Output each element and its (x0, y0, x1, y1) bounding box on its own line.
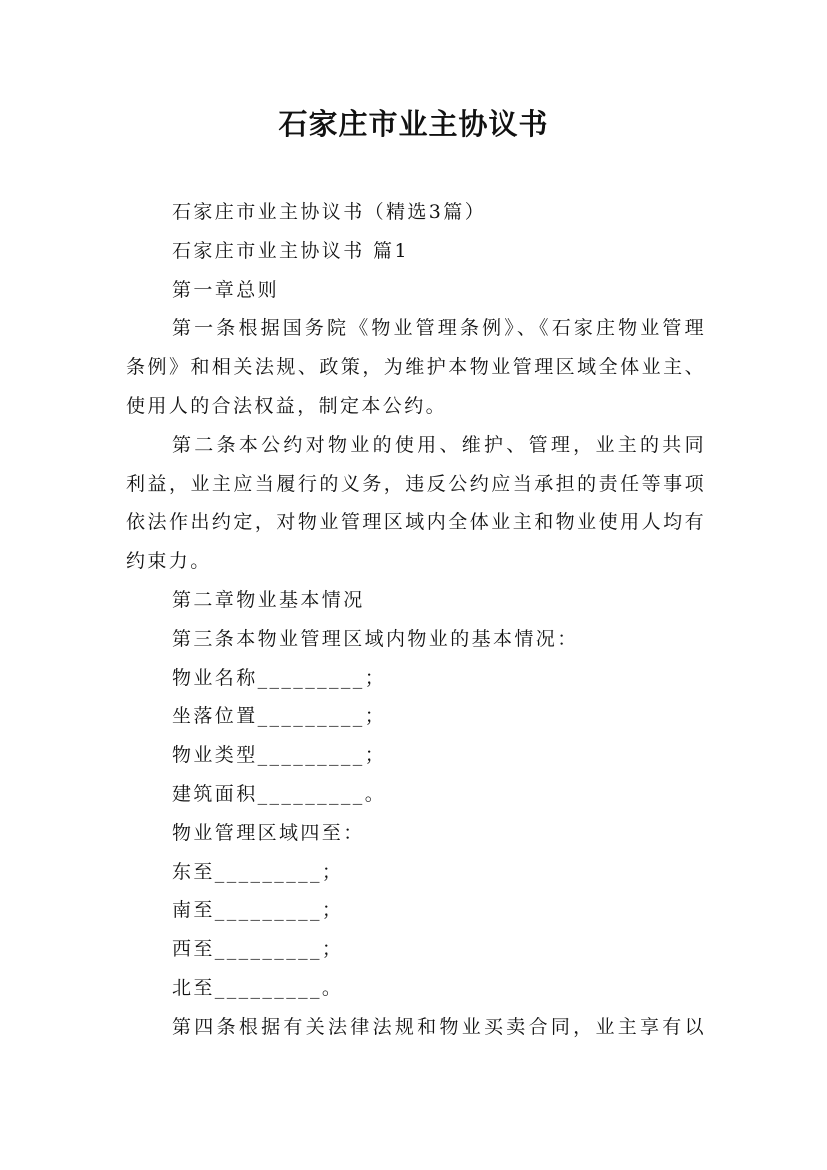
paragraph-chapter-2: 第二章物业基本情况 (172, 588, 365, 611)
field-building-area: 建筑面积_________。 (172, 782, 387, 805)
paragraph-section-heading: 石家庄市业主协议书 篇1 (172, 239, 409, 262)
field-east-boundary: 东至_________； (172, 860, 344, 883)
field-south-boundary: 南至_________； (172, 899, 344, 922)
paragraph-article-1: 第一条根据国务院《物业管理条例》、《石家庄物业管理条例》和相关法规、政策，为维护本物业管理区域全体业主、使用人的合法权益，制定本公约。 (126, 317, 706, 417)
paragraph-article-4: 第四条根据有关法律法规和物业买卖合同，业主享有以 (172, 1015, 706, 1038)
field-property-name: 物业名称_________； (172, 666, 387, 689)
document-title: 石家庄市业主协议书 (278, 107, 549, 141)
field-location: 坐落位置_________； (172, 705, 387, 728)
field-property-type: 物业类型_________； (172, 744, 387, 767)
field-north-boundary: 北至_________。 (172, 976, 344, 999)
paragraph-boundaries: 物业管理区域四至： (172, 821, 365, 844)
paragraph-subtitle: 石家庄市业主协议书（精选3篇） (172, 201, 487, 223)
field-west-boundary: 西至_________； (172, 938, 344, 961)
paragraph-article-3: 第三条本物业管理区域内物业的基本情况： (172, 627, 579, 650)
paragraph-article-2: 第二条本公约对物业的使用、维护、管理，业主的共同利益，业主应当履行的义务，违反公约应当承担的责任等事项依法作出约定，对物业管理区域内全体业主和物业使用人均有约束力。 (126, 433, 706, 573)
paragraph-chapter-1: 第一章总则 (172, 278, 280, 301)
document-body (126, 193, 706, 1047)
